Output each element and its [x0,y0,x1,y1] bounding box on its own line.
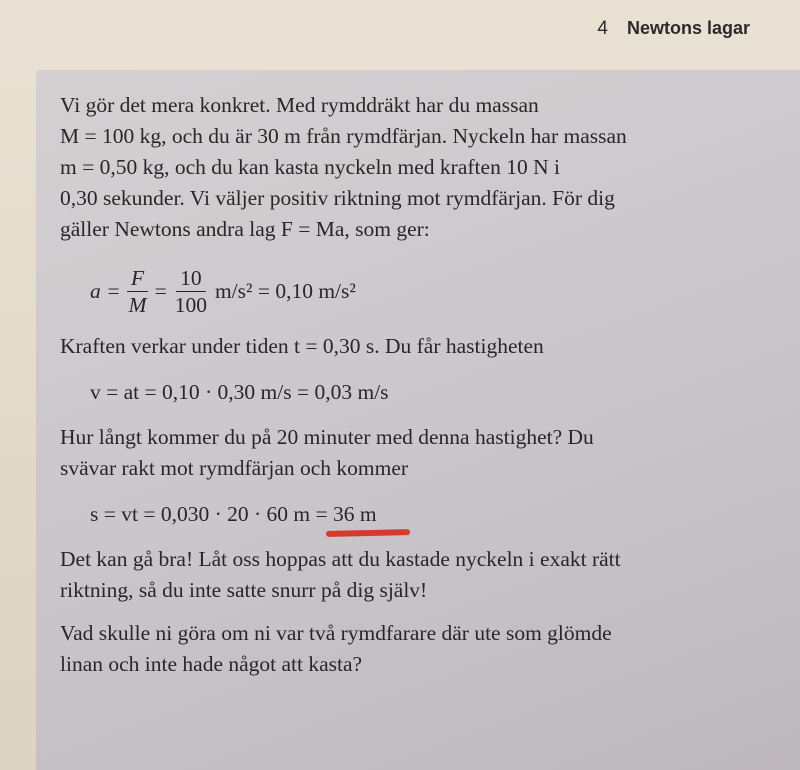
text-line: svävar rakt mot rymdfärjan och kommer [60,456,409,480]
eq-rhs: m/s² = 0,10 m/s² [214,278,356,303]
chapter-number: 4 [597,18,608,39]
chapter-title: Newtons lagar [626,18,750,38]
text-line: Hur långt kommer du på 20 minuter med denna hastighet? Du [60,425,594,449]
text-line: linan och inte hade något att kasta? [60,652,363,676]
text-line: Det kan gå bra! Låt oss hoppas att du kastade nyckeln i exakt rätt [60,547,621,571]
page-header [597,18,750,40]
eq-lhs: a = [90,278,121,303]
paragraph-intro [60,90,750,245]
text-line: 0,30 sekunder. Vi väljer positiv riktning mot rymdfärjan. För dig [60,186,615,210]
paragraph-force-time: Kraften verkar under tiden t = 0,30 s. Du får hastigheten [60,334,544,358]
text-line: M = 100 kg, och du är 30 m från rymdfärjan. Nyckeln har massan [60,124,627,148]
equation-acceleration [90,257,750,325]
example-content [60,90,750,680]
paragraph-question [60,618,750,680]
equation-distance [90,494,750,534]
fraction-10-over-100 [171,265,211,318]
text-line: m = 0,50 kg, och du kan kasta nyckeln med kraften 10 N i [60,155,560,179]
text-line: gäller Newtons andra lag F = Ma, som ger: [60,217,430,241]
fraction-numerator: F [127,265,148,292]
eq-equals: = [154,278,167,303]
text-line: Vi gör det mera konkret. Med rymddräkt har du massan [60,93,539,117]
red-underline-annotation [326,529,410,537]
text-line: riktning, så du inte satte snurr på dig själv! [60,578,428,602]
fraction-numerator: 10 [176,265,206,292]
fraction-denominator: 100 [174,292,207,317]
paragraph-distance-question [60,422,750,484]
equation-velocity [90,372,750,412]
fraction-denominator: M [128,292,147,317]
text-line: Vad skulle ni göra om ni var två rymdfarare där ute som glömde [60,621,612,645]
eq-text: s = vt = 0,030 · 20 · 60 m = 36 m [90,502,377,526]
fraction-f-over-m [125,265,151,318]
paragraph-conclusion [60,544,750,606]
eq-text: v = at = 0,10 · 0,30 m/s = 0,03 m/s [90,380,389,404]
